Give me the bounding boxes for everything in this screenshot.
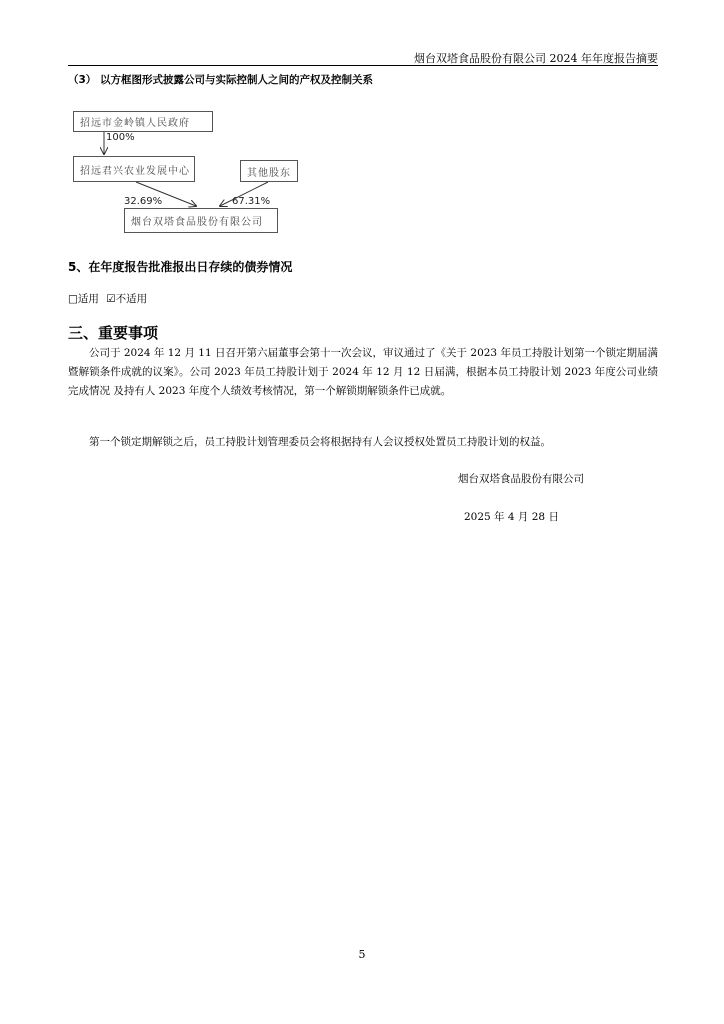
paragraph-1: 公司于 2024 年 12 月 11 日召开第六届董事会第十一次会议，审议通过了《关于 2023 年员工持股计划第一个锁定期届满暨解锁条件成就的议案》。公司 2023 年员工持股计划于 2024 年 12 月 12 日届满，根据本员工持股计划 2023 年度公司业绩完成情况 及持有人 2023 年度个人绩效考核情况，第一个解锁期解锁条件已成就。 xyxy=(68,347,658,397)
box-gov: 招远市金岭镇人民政府 xyxy=(73,111,213,132)
label-other-pct: 67.31% xyxy=(232,196,271,207)
bond-options xyxy=(68,291,147,306)
page-number: 5 xyxy=(358,948,366,961)
option-not-applicable: ☑不适用 xyxy=(106,293,148,305)
box-company: 烟台双塔食品股份有限公司 xyxy=(124,208,278,233)
label-center-pct: 32.69% xyxy=(124,196,163,207)
option-applicable: □适用 xyxy=(68,293,99,305)
section-5-heading: 5、在年度报告批准报出日存续的债券情况 xyxy=(68,260,293,274)
signature-date: 2025 年 4 月 28 日 xyxy=(464,511,559,523)
label-gov-pct: 100% xyxy=(106,132,135,143)
page-header: 烟台双塔食品股份有限公司 2024 年年度报告摘要 xyxy=(414,52,658,65)
box-center: 招远君兴农业发展中心 xyxy=(73,156,195,182)
box-other: 其他股东 xyxy=(240,160,298,182)
paragraph-2: 第一个锁定期解锁之后，员工持股计划管理委员会将根据持有人会议授权处置员工持股计划的权益。 xyxy=(89,436,551,448)
signature-company: 烟台双塔食品股份有限公司 xyxy=(458,473,584,485)
section-3-heading: （3） 以方框图形式披露公司与实际控制人之间的产权及控制关系 xyxy=(68,74,373,86)
important-matters-heading: 三、重要事项 xyxy=(68,324,159,342)
